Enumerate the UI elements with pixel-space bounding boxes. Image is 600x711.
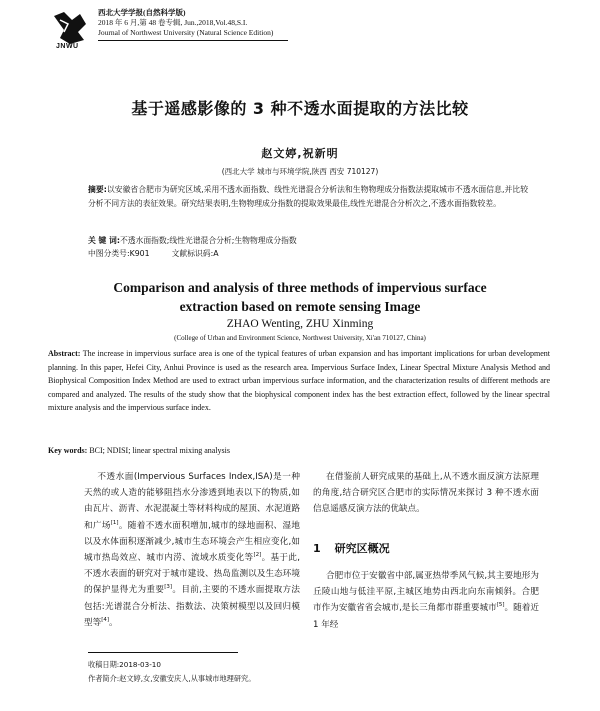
keywords-en-label: Key words: [48,446,88,455]
keywords-en [48,446,550,455]
received-date: 收稿日期:2018-03-10 [88,660,161,669]
journal-name-zh: 西北大学学报(自然科学版) [98,8,186,17]
authors-en: ZHAO Wenting, ZHU Xinming [226,318,374,330]
classification-line [88,248,528,259]
body-left-p4: 。目前,主要的不透水面提取方法包括:光谱混合分析法、指数法、决策树模型以及回归模型等 [84,585,300,628]
body-left-column [84,469,300,631]
section-heading [313,540,390,556]
journal-name-en: Journal of Northwest University (Natural Science Edition) [98,28,274,37]
abstract-en [48,347,550,415]
abstract-en-label: Abstract: [48,349,81,358]
journal-issue-line: 2018 年 6 月,第 48 卷专辑, Jun.,2018,Vol.48,S.I. [98,18,248,27]
keywords-zh-text: 不透水面指数;线性光谱混合分析;生物物理成分指数 [119,236,297,245]
journal-logo-text: JNWU [56,43,79,50]
body-right-p1: 在借鉴前人研究成果的基础上,从不透水面反演方法原理的角度,结合研究区合肥市的实际情况来探讨 3 种不透水面信息遥感反演方法的优缺点。 [313,472,539,515]
keywords-zh-label: 关 键 词: [88,236,120,245]
body-left-p3: 。基于此,不透水表面的研究对于城市建设、热岛监测以及生态环境的保护显得尤为重要 [84,553,300,596]
body-left-p5: 。 [109,617,118,628]
paper-title-en [0,278,600,316]
document-code: 文献标识码:A [171,249,219,258]
body-left-p2: 。随着不透水面积增加,城市的绿地面积、湿地以及水体面积逐渐减少,城市生态环境会产生相应变化,如城市热岛效应、城市内涝、流域水质变化等 [84,520,300,564]
body-right-section-text [313,568,539,633]
section-title: 研究区概况 [334,542,390,555]
affiliation-en: (College of Urban and Environment Science, Northwest University, Xi'an 710127, China) [174,334,426,342]
author-bio: 作者简介:赵文婷,女,安徽安庆人,从事城市地理研究。 [88,674,256,683]
affiliation-zh: (西北大学 城市与环境学院,陕西 西安 710127) [221,167,379,176]
body-left-p1: 不透水面(Impervious Surfaces Index,ISA)是一种天然的或人造的能够阻挡水分渗透到地表以下的物质,如由瓦片、沥青、水泥混凝土等材料构成的屋顶、水泥道路和广场 [84,472,300,531]
section-number: 1 [313,542,321,555]
keywords-en-text: BCI; NDISI; linear spectral mixing analysis [87,446,230,455]
header-divider [98,40,288,41]
footnote-divider [88,652,238,653]
authors-zh: 赵文婷,祝新明 [261,147,339,160]
paper-title-en-line2: extraction based on remote sensing Image [179,299,421,314]
citation-3: [3] [164,584,173,591]
clc-number: 中图分类号:K901 [88,249,150,258]
citation-5: [5] [496,602,505,609]
body-right2-p2: 。随着近 1 年经 [313,603,539,630]
citation-1: [1] [110,519,119,526]
citation-2: [2] [253,552,262,559]
abstract-zh-label: 摘要: [88,185,107,194]
abstract-en-text: The increase in impervious surface area is one of the typical features of urban expansion and has important implications for urban development planning. In this paper, Hefei City, Anhui Province is used as the research area. Impervious Surface Index, Linear Spectral Mixture Analysis Method and Biophysical Composition Index Method are used to extract urban impervious surface information, and the characterization results of different methods are compared and analyzed. The results of the study show that the biophysical component index has the best extraction effect, followed by the linear spectral mixture analysis and the impervious surface index. [48,349,550,412]
keywords-zh [88,235,528,246]
body-right-column [313,469,539,518]
abstract-zh [88,183,528,211]
body-right2-p1: 合肥市位于安徽省中部,属亚热带季风气候,其主要地形为丘陵山地与低洼平原,主城区地势由西北向东南倾斜。合肥市作为安徽省省会城市,是长三角都市群重要城市 [313,571,539,614]
paper-title-zh: 基于遥感影像的 3 种不透水面提取的方法比较 [131,99,469,118]
paper-title-en-line1: Comparison and analysis of three methods of impervious surface [113,280,487,295]
citation-4: [4] [101,616,109,623]
abstract-zh-text: 以安徽省合肥市为研究区域,采用不透水面指数、线性光谱混合分析法和生物物理成分指数法提取城市不透水面信息,并比较分析不同方法的表征效果。研究结果表明,生物物理成分指数的提取效果最佳,线性光谱混合分析次之,不透水面指数较差。 [88,185,528,208]
